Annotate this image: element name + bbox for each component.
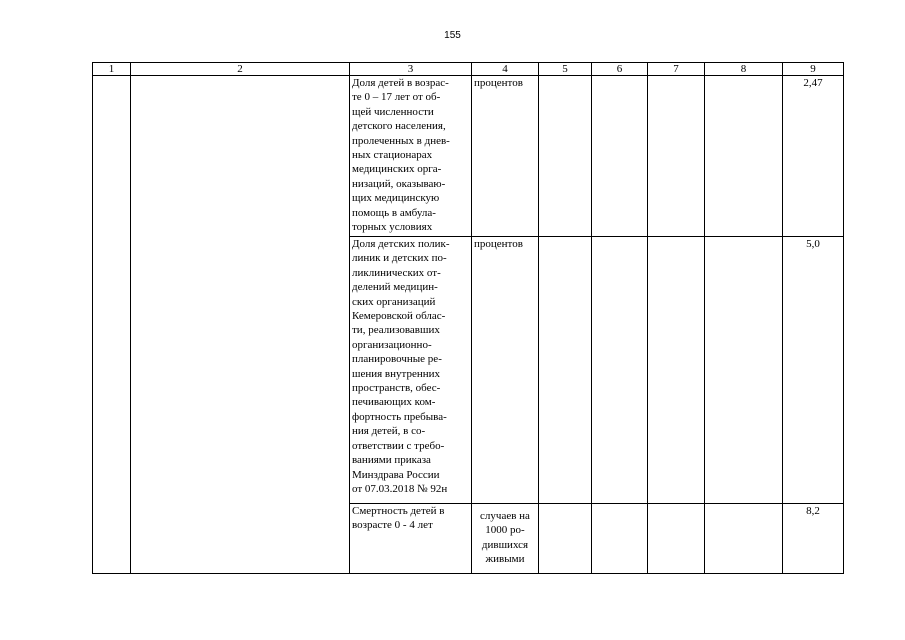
target-value: 5,0	[806, 238, 820, 250]
column-header-2: 2	[131, 63, 350, 76]
value-cell-6	[592, 76, 648, 237]
column-header-5: 5	[539, 63, 592, 76]
indicator-name: Смертность детей в возрасте 0 - 4 лет	[352, 505, 445, 532]
unit-cell	[472, 237, 539, 504]
value-cell-5	[539, 76, 592, 237]
value-cell-9	[783, 504, 844, 574]
value-cell-7	[648, 237, 705, 504]
value-cell-9	[783, 237, 844, 504]
value-cell-6	[592, 504, 648, 574]
column-header-7: 7	[648, 63, 705, 76]
unit-text: случаев на 1000 ро- дившихся живыми	[480, 510, 530, 566]
value-cell-7	[648, 76, 705, 237]
unit-text: процентов	[474, 77, 523, 89]
indicator-name: Доля детских полик- линик и детских по- ликлинических от- делений медицин- ских организаций Кемеровской облас- ти, реализовавших организационно- планировочные ре- шения внутренних пространств, обес- печивающих ком- фортность пребыва- ния детей, в со- ответствии с требо- ваниями приказа Минздрава России от 07.03.2018 № 92н	[352, 238, 450, 495]
value-cell-8	[705, 237, 783, 504]
table-header-row	[93, 63, 844, 76]
target-value: 2,47	[803, 77, 823, 89]
page-number: 155	[444, 30, 461, 41]
column-header-1: 1	[93, 63, 131, 76]
unit-cell	[472, 504, 539, 574]
column-header-6: 6	[592, 63, 648, 76]
indicator-name-cell	[350, 76, 472, 237]
indicator-table	[92, 62, 844, 574]
value-cell-9	[783, 76, 844, 237]
unit-text: процентов	[474, 238, 523, 250]
value-cell-6	[592, 237, 648, 504]
column-header-3: 3	[350, 63, 472, 76]
number-cell	[93, 76, 131, 574]
indicator-name-cell	[350, 504, 472, 574]
value-cell-5	[539, 237, 592, 504]
indicator-name: Доля детей в возрас- те 0 – 17 лет от об- щей численности детского населения, пролеченных в днев- ных стационарах медицинских орга- низаций, оказываю- щих медицинскую помощь в амбула- торных условиях	[352, 77, 450, 234]
target-value: 8,2	[806, 505, 820, 517]
value-cell-7	[648, 504, 705, 574]
table-row	[93, 76, 844, 237]
program-name-cell	[131, 76, 350, 574]
unit-cell	[472, 76, 539, 237]
value-cell-8	[705, 504, 783, 574]
column-header-4: 4	[472, 63, 539, 76]
indicator-name-cell	[350, 237, 472, 504]
column-header-9: 9	[783, 63, 844, 76]
value-cell-5	[539, 504, 592, 574]
column-header-8: 8	[705, 63, 783, 76]
value-cell-8	[705, 76, 783, 237]
